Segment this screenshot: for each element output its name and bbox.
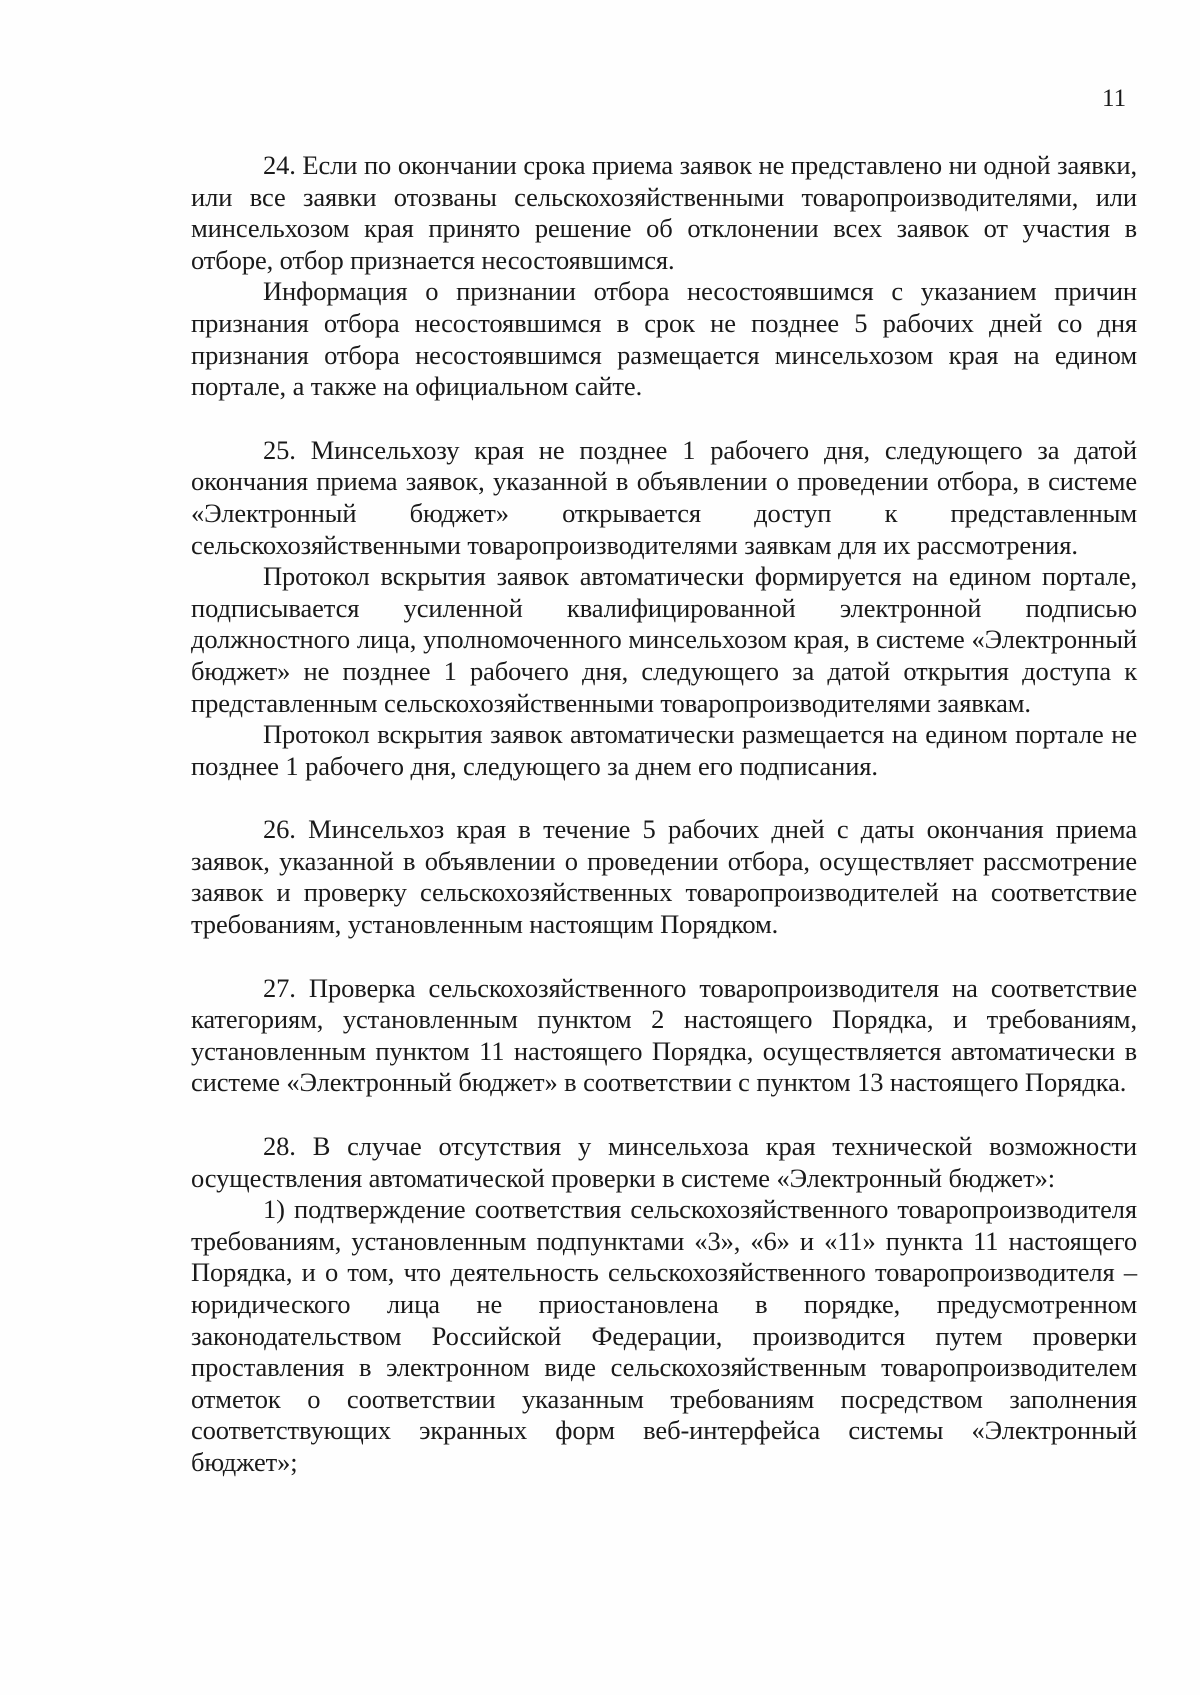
paragraph: 26. Минсельхоз края в течение 5 рабочих дней с даты окончания приема заявок, указанной в объявлении о проведении отбора, осуществляет рассмотрение заявок и проверку сельскохозяйственных товаропроизводителей на соответствие требованиям, установленным настоящим Порядком. <box>191 814 1137 940</box>
page-number: 11 <box>1102 85 1127 112</box>
paragraph: Протокол вскрытия заявок автоматически размещается на едином портале не позднее 1 рабочего дня, следующего за днем его подписания. <box>191 719 1137 781</box>
section-26 <box>191 814 1137 940</box>
section-spacer <box>191 782 1137 814</box>
section-27 <box>191 973 1137 1099</box>
paragraph: Информация о признании отбора несостоявшимся с указанием причин признания отбора несостоявшимся в срок не позднее 5 рабочих дней со дня признания отбора несостоявшимся размещается минсельхозом края на едином портале, а также на официальном сайте. <box>191 276 1137 402</box>
section-25 <box>191 435 1137 783</box>
section-spacer <box>191 941 1137 973</box>
document-body <box>191 150 1137 1479</box>
paragraph: 1) подтверждение соответствия сельскохозяйственного товаропроизводителя требованиям, установленным подпунктами «3», «6» и «11» пункта 11 настоящего Порядка, и о том, что деятельность сельскохозяйственного товаропроизводителя – юридического лица не приостановлена в порядке, предусмотренном законодательством Российской Федерации, производится путем проверки проставления в электронном виде сельскохозяйственным товаропроизводителем отметок о соответствии указанным требованиям посредством заполнения соответствующих экранных форм веб-интерфейса системы «Электронный бюджет»; <box>191 1194 1137 1477</box>
paragraph: Протокол вскрытия заявок автоматически формируется на едином портале, подписывается усиленной квалифицированной электронной подписью должностного лица, уполномоченного минсельхозом края, в системе «Электронный бюджет» не позднее 1 рабочего дня, следующего за датой открытия доступа к представленным сельскохозяйственными товаропроизводителями заявкам. <box>191 561 1137 718</box>
paragraph: 25. Минсельхозу края не позднее 1 рабочего дня, следующего за датой окончания приема заявок, указанной в объявлении о проведении отбора, в системе «Электронный бюджет» открывается доступ к представленным сельскохозяйственными товаропроизводителями заявкам для их рассмотрения. <box>191 434 1137 560</box>
section-24 <box>191 150 1137 403</box>
section-spacer <box>191 1099 1137 1131</box>
paragraph: 28. В случае отсутствия у минсельхоза края технической возможности осуществления автоматической проверки в системе «Электронный бюджет»: <box>191 1131 1137 1193</box>
section-spacer <box>191 403 1137 435</box>
paragraph: 27. Проверка сельскохозяйственного товаропроизводителя на соответствие категориям, установленным пунктом 2 настоящего Порядка, и требованиям, установленным пунктом 11 настоящего Порядка, осуществляется автоматически в системе «Электронный бюджет» в соответствии с пунктом 13 настоящего Порядка. <box>191 972 1137 1098</box>
section-28 <box>191 1131 1137 1479</box>
paragraph: 24. Если по окончании срока приема заявок не представлено ни одной заявки, или все заявки отозваны сельскохозяйственными товаропроизводителями, или минсельхозом края принято решение об отклонении всех заявок от участия в отборе, отбор признается несостоявшимся. <box>191 150 1137 275</box>
